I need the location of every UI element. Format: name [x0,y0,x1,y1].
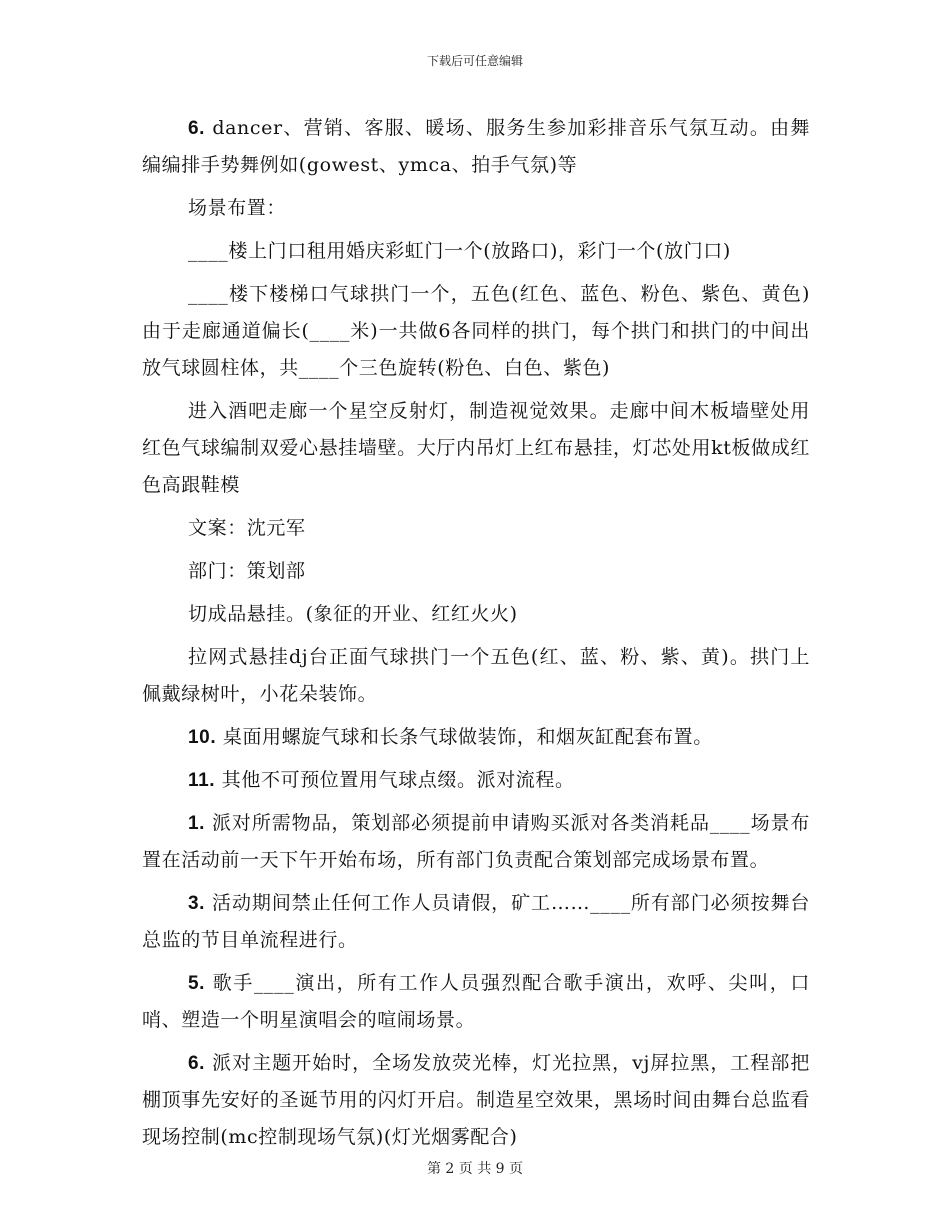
item-number: 3. [188,893,206,914]
paragraph [142,393,810,504]
paragraph-text: 切成品悬挂。(象征的开业、红红火火) [188,603,518,625]
paragraph-text: 部门：策划部 [188,560,306,582]
paragraph [142,276,810,387]
item-number: 10. [188,727,217,748]
item-number: 6. [188,1053,206,1074]
paragraph [142,762,810,799]
paragraph [142,805,810,879]
paragraph [142,885,810,959]
document-body [142,110,810,1162]
paragraph-text: 桌面用螺旋气球和长条气球做装饰，和烟灰缸配套布置。 [216,726,713,748]
item-number: 6. [188,118,206,139]
paragraph [142,510,810,547]
paragraph [142,233,810,270]
paragraph-text: 拉网式悬挂dj台正面气球拱门一个五色(红、蓝、粉、紫、黄)。拱门上佩戴绿树叶，小花朵装饰。 [142,646,810,705]
paragraph [142,190,810,227]
paragraph [142,110,810,184]
paragraph-text: 场景布置： [188,197,287,219]
paragraph-text: 派对所需物品，策划部必须提前申请购买派对各类消耗品____场景布置在活动前一天下午开始布场，所有部门负责配合策划部完成场景布置。 [142,812,810,871]
item-number: 1. [188,813,206,834]
paragraph [142,1045,810,1156]
paragraph [142,639,810,713]
item-number: 11. [188,770,216,791]
item-number: 5. [188,973,206,994]
paragraph [142,965,810,1039]
paragraph-text: 歌手____演出，所有工作人员强烈配合歌手演出，欢呼、尖叫，口哨、塑造一个明星演唱会的喧闹场景。 [142,972,810,1031]
paragraph [142,596,810,633]
paragraph [142,553,810,590]
paragraph-text: 文案：沈元军 [188,517,306,539]
paragraph-text: 其他不可预位置用气球点缀。派对流程。 [215,769,575,791]
paragraph-text: dancer、营销、客服、暖场、服务生参加彩排音乐气氛互动。由舞编编排手势舞例如(gowest、ymca、拍手气氛)等 [142,117,810,176]
paragraph [142,719,810,756]
paragraph-text: ____楼上门口租用婚庆彩虹门一个(放路口)，彩门一个(放门口) [188,240,731,262]
paragraph-text: ____楼下楼梯口气球拱门一个，五色(红色、蓝色、粉色、紫色、黄色)由于走廊通道偏长(____米)一共做6各同样的拱门，每个拱门和拱门的中间出放气球圆柱体，共____个三色旋转(粉色、白色、紫色) [142,283,810,379]
page-footer: 第 2 页 共 9 页 [426,1161,524,1177]
paragraph-text: 活动期间禁止任何工作人员请假，矿工……____所有部门必须按舞台总监的节目单流程进行。 [142,892,810,951]
paragraph-text: 进入酒吧走廊一个星空反射灯，制造视觉效果。走廊中间木板墙壁处用红色气球编制双爱心悬挂墙壁。大厅内吊灯上红布悬挂，灯芯处用kt板做成红色高跟鞋模 [142,400,810,496]
paragraph-text: 派对主题开始时，全场发放荧光棒，灯光拉黑，vj屏拉黑，工程部把棚顶事先安好的圣诞节用的闪灯开启。制造星空效果，黑场时间由舞台总监看现场控制(mc控制现场气氛)(灯光烟雾配合) [142,1052,810,1148]
page-header: 下载后可任意编辑 [426,54,523,68]
